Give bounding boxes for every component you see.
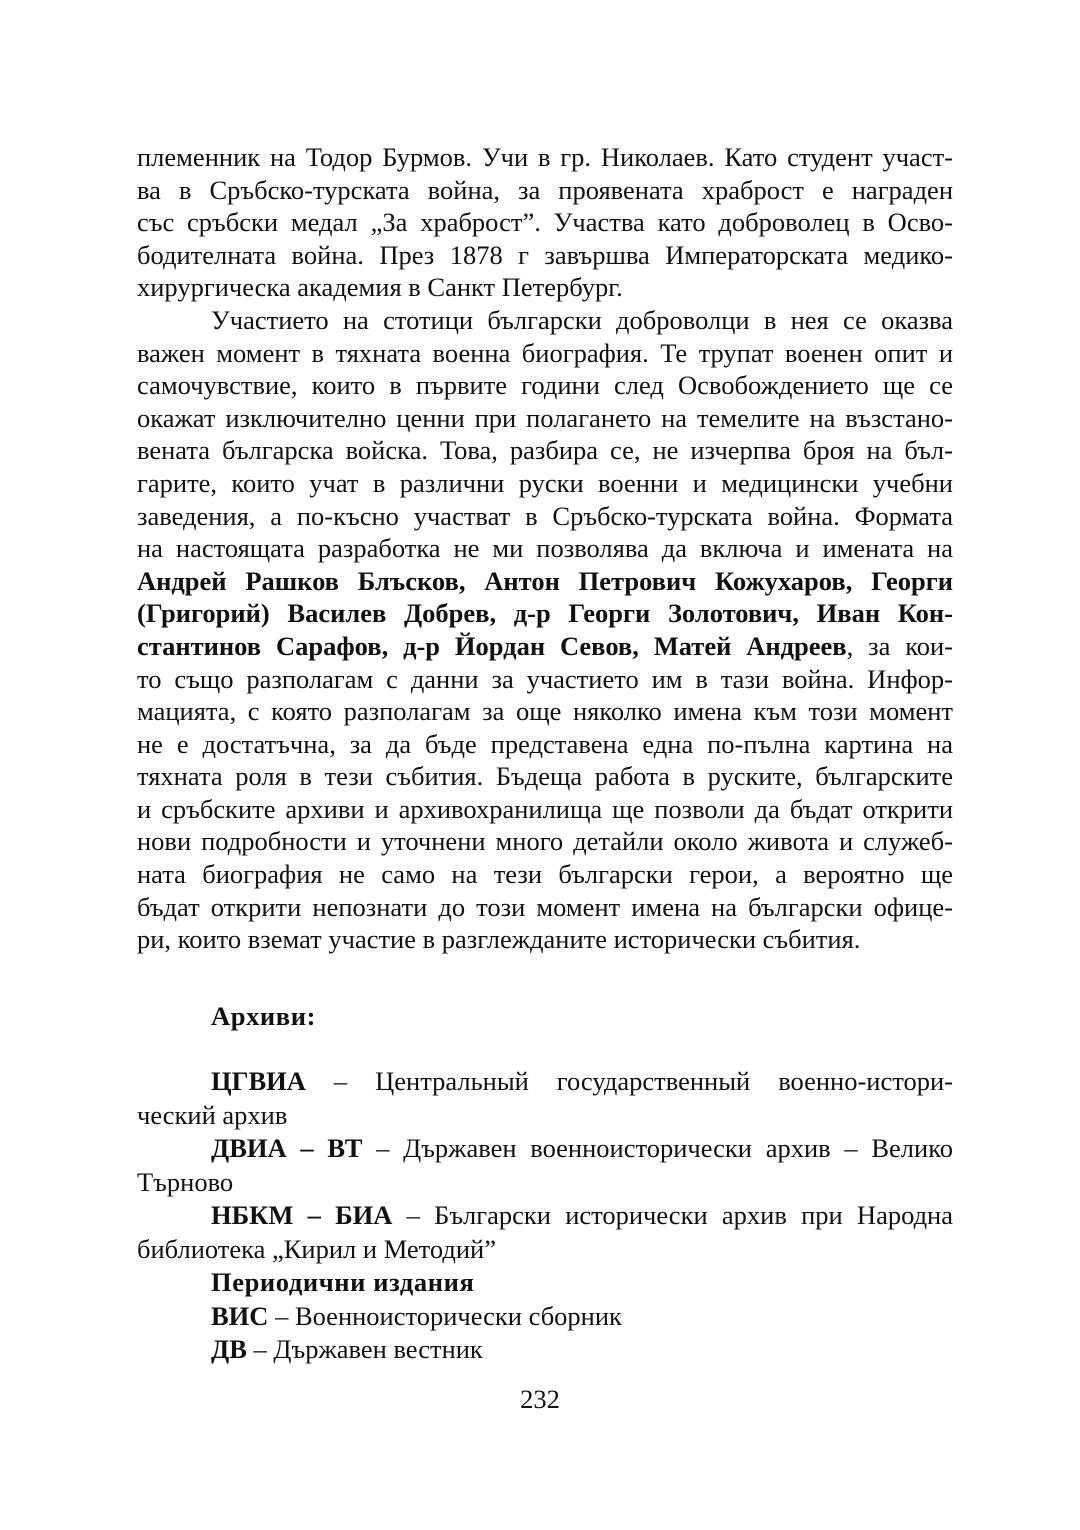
text-line: вената българска войска. Това, разбира се, не изчерпва броя на бъл-	[137, 435, 953, 466]
periodical-abbr: ВИС	[211, 1300, 269, 1331]
text-line: важен момент в тяхната военна биография. Те трупат военен опит и	[137, 337, 953, 368]
archive-entry	[137, 1065, 953, 1099]
text-line: Участието на стотици български доброволци в нея се оказва	[211, 304, 953, 335]
archive-entry-cont: Търново	[137, 1166, 234, 1197]
text-line: бъдат открити непознати до този момент имена на български офице-	[137, 891, 953, 922]
periodical-desc: – Военноисторически сборник	[268, 1300, 622, 1331]
archive-abbr: ДВИА – ВТ	[211, 1133, 363, 1163]
archive-desc: – Държавен военноисторически архив – Велико	[362, 1133, 953, 1163]
text-line: мацията, с която разполагам за още няколко имена към този момент	[137, 696, 953, 727]
text-line: ната биография не само на тези български герои, а вероятно ще	[137, 859, 953, 890]
text-line: самочувствие, които в първите години след Освобождението ще се	[137, 370, 953, 401]
periodical-abbr: ДВ	[211, 1334, 247, 1364]
archive-desc: – Центральный государственный военно-истори-	[305, 1066, 953, 1096]
archive-entry	[137, 1132, 953, 1166]
archive-entry	[137, 1199, 953, 1233]
periodical-entry	[137, 1300, 953, 1334]
text-line: на настоящата разработка не ми позволява да включа и имената на	[137, 533, 953, 564]
text-line-bold	[137, 565, 953, 598]
archive-entry-cont: ческий архив	[137, 1099, 288, 1130]
text-line: заведения, а по-късно участват в Сръбско-турската война. Формата	[137, 500, 953, 531]
text-line: нови подробности и уточнени много детайли около живота и служеб-	[137, 826, 953, 857]
text-line: бодителната война. През 1878 г завършва Императорската медико-	[137, 239, 953, 270]
text-line: тяхната роля в тези събития. Бъдеща работа в руските, българските	[137, 761, 953, 792]
text-line: със сръбски медал „За храброст”. Участва като доброволец в Осво-	[137, 207, 953, 238]
archive-abbr: НБКМ – БИА	[211, 1200, 393, 1230]
bold-names: стантинов Сарафов, д-р Йордан Севов, Матей Андреев	[137, 630, 847, 661]
archives-list	[137, 1065, 953, 1367]
bold-names: (Григорий) Василев Добрев, д-р Георги Золотович, Иван Кон-	[137, 598, 953, 629]
text-run: , за кои-	[846, 630, 953, 661]
archive-desc: – Български исторически архив при Народна	[392, 1200, 953, 1230]
text-line-bold	[137, 597, 953, 630]
page-number: 232	[520, 1384, 560, 1414]
archive-entry-cont: библиотека „Кирил и Методий”	[137, 1233, 497, 1264]
body-text	[137, 141, 953, 956]
bold-names: Андрей Рашков Блъсков, Антон Петрович Кожухаров, Георги	[137, 565, 953, 596]
periodical-desc: – Държавен вестник	[246, 1334, 483, 1364]
text-line: не е достатъчна, за да бъде представена една по-пълна картина на	[137, 728, 953, 759]
text-line: то също разполагам с данни за участието им в тази война. Инфор-	[137, 663, 953, 694]
archives-heading: Архиви:	[211, 1001, 316, 1031]
text-line: ва в Сръбско-турската война, за проявената храброст е награден	[137, 174, 953, 205]
periodicals-heading-line	[137, 1266, 953, 1300]
periodical-entry	[137, 1333, 953, 1367]
text-line-mixed	[137, 630, 953, 663]
text-line: гарите, които учат в различни руски военни и медицински учебни	[137, 467, 953, 498]
text-line: хирургическа академия в Санкт Петербург.	[137, 272, 623, 303]
periodicals-heading: Периодични издания	[211, 1267, 475, 1297]
text-line: племенник на Тодор Бурмов. Учи в гр. Николаев. Като студент участ-	[137, 142, 953, 172]
text-line: окажат изключително ценни при полагането на темелите на възстано-	[137, 402, 953, 433]
text-line: и сръбските архиви и архивохранилища ще позволи да бъдат открити	[137, 793, 953, 824]
archive-abbr: ЦГВИА	[211, 1066, 306, 1096]
text-line: ри, които вземат участие в разглежданите исторически събития.	[137, 924, 861, 955]
